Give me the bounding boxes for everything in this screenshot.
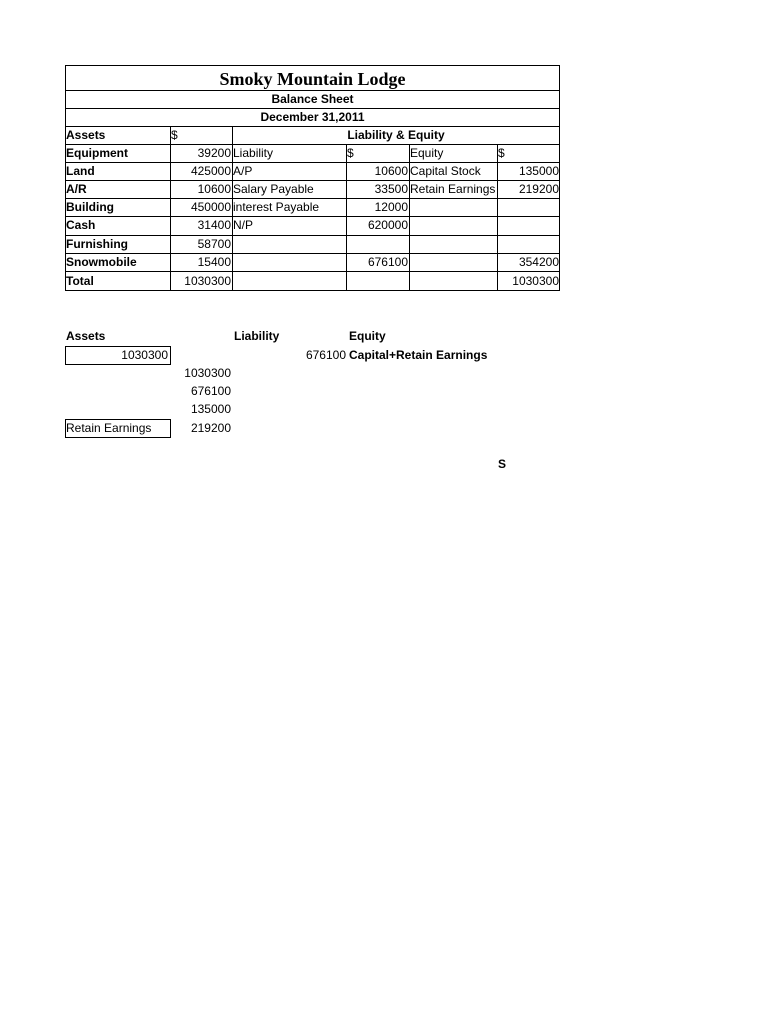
retain-earnings-value: 219200: [518, 182, 559, 196]
calc-assets-total: 1030300: [121, 348, 168, 362]
land-value: 425000: [190, 164, 231, 178]
calc-retain-label: Retain Earnings: [66, 421, 152, 435]
calc-liability-total: 676100: [305, 348, 346, 362]
total-label: Total: [66, 274, 94, 288]
ar-label: A/R: [66, 182, 87, 196]
calc-value-1: 1030300: [184, 366, 231, 380]
building-value: 450000: [190, 200, 231, 214]
capital-stock-label: Capital Stock: [410, 164, 481, 178]
furnishing-label: Furnishing: [66, 237, 128, 251]
calc-assets-label: Assets: [66, 329, 106, 343]
statement-title: Balance Sheet: [271, 92, 354, 106]
equity-subheader: Equity: [410, 146, 444, 160]
calc-equity-label: Equity: [349, 329, 386, 343]
snowmobile-value: 15400: [197, 255, 231, 269]
assets-header: Assets: [66, 128, 106, 142]
calc-retain-value: 219200: [190, 421, 231, 435]
furnishing-value: 58700: [197, 237, 231, 251]
ar-value: 10600: [197, 182, 231, 196]
building-label: Building: [66, 200, 114, 214]
equipment-label: Equipment: [66, 146, 128, 160]
interest-payable-value: 12000: [374, 200, 408, 214]
total-assets-value: 1030300: [184, 274, 231, 288]
statement-date: December 31,2011: [260, 110, 365, 124]
ap-label: A/P: [233, 164, 253, 178]
equity-subtotal: 354200: [518, 255, 559, 269]
equity-dollar-subheader: $: [498, 146, 505, 160]
retain-earnings-label: Retain Earnings: [410, 182, 496, 196]
np-value: 620000: [367, 218, 408, 232]
np-label: N/P: [233, 218, 254, 232]
calc-value-2: 676100: [190, 384, 231, 398]
liability-subtotal: 676100: [367, 255, 408, 269]
cash-value: 31400: [197, 218, 231, 232]
equipment-value: 39200: [197, 146, 231, 160]
interest-payable-label: interest Payable: [233, 200, 320, 214]
company-title: Smoky Mountain Lodge: [219, 69, 406, 89]
liability-equity-header: Liability & Equity: [347, 128, 445, 142]
cash-label: Cash: [66, 218, 96, 232]
salary-payable-label: Salary Payable: [233, 182, 314, 196]
liability-dollar-subheader: $: [347, 146, 354, 160]
total-liab-equity-value: 1030300: [512, 274, 559, 288]
calc-value-3: 135000: [190, 402, 231, 416]
capital-stock-value: 135000: [518, 164, 559, 178]
calc-equity-formula: Capital+Retain Earnings: [349, 348, 488, 362]
ap-value: 10600: [374, 164, 408, 178]
salary-payable-value: 33500: [374, 182, 408, 196]
snowmobile-label: Snowmobile: [66, 255, 137, 269]
calc-liability-label: Liability: [234, 329, 280, 343]
stray-cell-text: S: [498, 457, 507, 471]
land-label: Land: [66, 164, 95, 178]
assets-dollar-header: $: [171, 128, 178, 142]
liability-subheader: Liability: [233, 146, 274, 160]
